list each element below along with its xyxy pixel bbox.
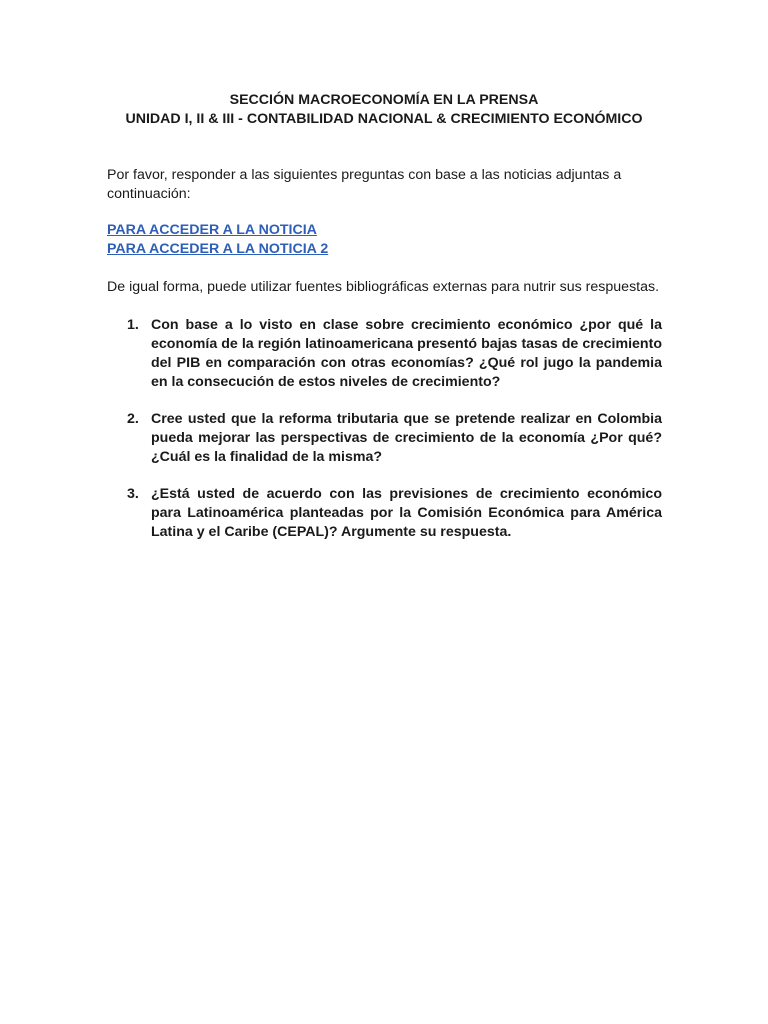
news-links [107,221,667,259]
document-title: SECCIÓN MACROECONOMÍA EN LA PRENSA [229,92,539,108]
question-item-3 [127,485,662,542]
document-subtitle: UNIDAD I, II & III - CONTABILIDAD NACIONAL & CRECIMIENTO ECONÓMICO [125,111,643,127]
question-number: 1. [127,317,139,333]
note-paragraph: De igual forma, puede utilizar fuentes bibliográficas externas para nutrir sus respuestas. [107,279,660,295]
question-item-2 [127,410,662,467]
question-item-1 [127,316,662,392]
question-number: 2. [127,411,139,427]
news-link-1[interactable]: PARA ACCEDER A LA NOTICIA [107,222,317,238]
question-number: 3. [127,486,139,502]
news-link-2[interactable]: PARA ACCEDER A LA NOTICIA 2 [107,241,329,257]
question-text: ¿Está usted de acuerdo con las previsiones de crecimiento económico para Latinoamérica planteadas por la Comisión Económica para América Latina y el Caribe (CEPAL)? Argumente su respuesta. [151,486,662,540]
intro-paragraph: Por favor, responder a las siguientes preguntas con base a las noticias adjuntas a continuación: [107,167,622,202]
question-list [127,316,662,542]
question-text: Cree usted que la reforma tributaria que se pretende realizar en Colombia pueda mejorar las perspectivas de crecimiento de la economía ¿Por qué? ¿Cuál es la finalidad de la misma? [151,411,662,465]
question-text: Con base a lo visto en clase sobre crecimiento económico ¿por qué la economía de la región latinoamericana presentó bajas tasas de crecimiento del PIB en comparación con otras economías? ¿Qué rol jugo la pandemia en la consecución de estos niveles de crecimiento? [151,317,662,390]
